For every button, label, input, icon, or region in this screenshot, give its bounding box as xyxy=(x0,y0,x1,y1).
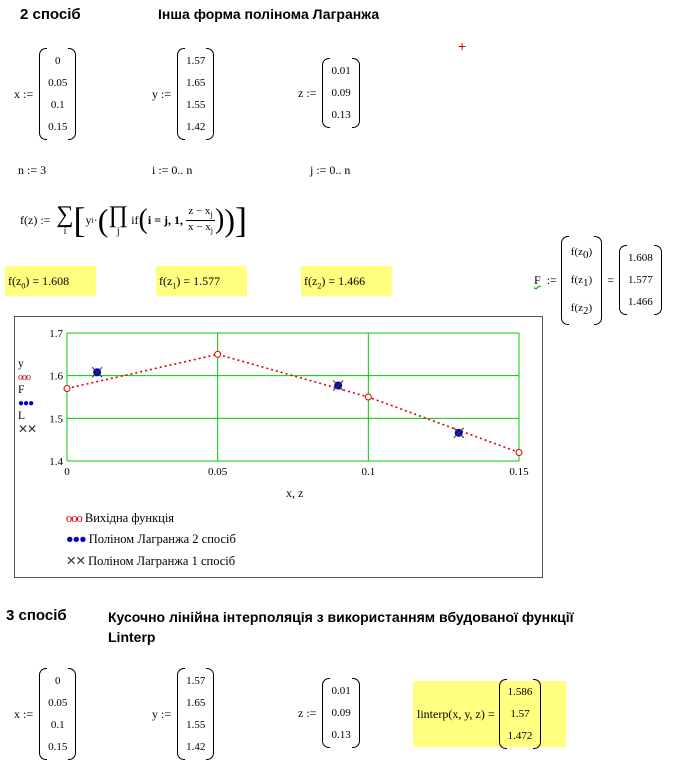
if-paren-open: ( xyxy=(138,204,148,235)
z-vector-matrix xyxy=(322,678,359,748)
matrix-cell: 0.1 xyxy=(50,719,65,731)
method3-subtitle xyxy=(108,607,574,647)
numerator-sub: j xyxy=(210,210,213,220)
method2-subtitle: Інша форма полінома Лагранжа xyxy=(158,6,380,22)
denominator-sub: j xyxy=(210,225,213,235)
y-axis-label-F: F xyxy=(18,384,25,396)
matrix-cell: 1.577 xyxy=(627,274,653,287)
matrix-cell: 0 xyxy=(54,55,61,67)
legend-item-lagrange2 xyxy=(66,532,236,547)
y-axis-label-L: L xyxy=(18,410,26,422)
y-vector xyxy=(152,48,214,140)
j-definition: j := 0.. n xyxy=(310,163,351,177)
F-result-matrix xyxy=(619,245,662,315)
legend-sample-lagrange1: ✕✕ xyxy=(66,554,85,568)
result-sub: 0 xyxy=(21,281,26,291)
matrix-cell: 0.13 xyxy=(331,109,351,121)
matrix-cell: 0.09 xyxy=(331,87,351,99)
y-axis-sample-F: ●●● xyxy=(18,398,34,409)
paren-close: ) xyxy=(224,202,235,238)
data-point-source xyxy=(516,449,522,455)
y-tick-label: 1.6 xyxy=(49,370,63,383)
interpolation-chart xyxy=(14,316,541,516)
z-vector-label: z := xyxy=(298,85,317,100)
linterp-matrix xyxy=(499,679,542,749)
legend-sample-source: ооо xyxy=(66,511,82,525)
series-line xyxy=(67,354,519,452)
y-tick-label: 1.5 xyxy=(49,413,63,426)
F-equals: = xyxy=(607,272,614,287)
result-lhs: f(z xyxy=(159,274,173,288)
matrix-cell: 1.65 xyxy=(186,697,206,709)
F-lhs-matrix xyxy=(561,236,602,325)
data-point-source xyxy=(64,385,70,391)
z-vector-2 xyxy=(298,678,360,748)
y-axis-label-y: y xyxy=(18,358,24,370)
data-point-source xyxy=(365,394,371,400)
matrix-cell: 0.09 xyxy=(331,707,351,719)
F-label: F xyxy=(534,272,541,287)
lagrange-formula: f(z) := ∑ i [ y i · ( ∏ j if ( i = j, 1, $z - x_j$ $x - x_j$ ) ) ] xyxy=(20,200,247,240)
x-vector-2 xyxy=(14,668,76,760)
F-vector: F := f(z0) f(z1) f(z2) = 1.608 1.577 1.466 xyxy=(534,236,662,325)
matrix-cell: 0.05 xyxy=(48,77,68,89)
x-vector-label: x := xyxy=(14,86,34,101)
result-rhs: ) = 1.608 xyxy=(25,274,70,288)
result-lhs: f(z xyxy=(8,274,22,288)
y-vector-2 xyxy=(152,668,214,760)
result-f-z2 xyxy=(301,266,392,296)
y-axis-labels xyxy=(18,358,36,436)
matrix-cell: 1.42 xyxy=(186,121,206,133)
result-rhs: ) = 1.577 xyxy=(176,274,221,288)
z-vector-matrix xyxy=(322,58,359,128)
x-vector xyxy=(14,48,76,140)
legend-label-lagrange2: Поліном Лагранжа 2 спосіб xyxy=(88,532,236,546)
result-f-z1 xyxy=(156,266,247,296)
i-definition: i := 0.. n xyxy=(152,163,193,177)
matrix-cell: 1.472 xyxy=(507,730,533,742)
result-lhs: f(z xyxy=(304,274,318,288)
y-vector-matrix xyxy=(177,48,214,140)
data-point-source xyxy=(215,351,221,357)
y-vector-label: y := xyxy=(152,86,172,101)
formula-lhs: f(z) := xyxy=(20,212,51,227)
matrix-cell: 1.42 xyxy=(186,741,206,753)
legend-sample-lagrange2: ●●● xyxy=(66,532,86,546)
x-tick-label: 0.1 xyxy=(361,466,376,478)
y-tick-label: 1.7 xyxy=(49,328,63,340)
matrix-cell: 1.608 xyxy=(627,252,653,265)
matrix-cell: 1.586 xyxy=(507,686,533,698)
if-paren-close: ) xyxy=(214,204,225,235)
matrix-cell: f(z2) xyxy=(570,302,593,318)
matrix-cell: 0.13 xyxy=(331,729,351,741)
method3-subtitle-line2: Linterp xyxy=(108,629,156,645)
x-tick-label: 0.05 xyxy=(208,466,228,478)
z-vector-label: z := xyxy=(298,705,317,720)
product-operator xyxy=(108,201,129,237)
linterp-lhs: linterp(x, y, z) = xyxy=(417,706,495,721)
matrix-cell: 0.15 xyxy=(48,121,68,133)
y-vector-matrix xyxy=(177,668,214,760)
x-vector-matrix xyxy=(39,668,76,760)
matrix-cell: 0.05 xyxy=(48,697,68,709)
matrix-cell: 0.01 xyxy=(331,685,351,697)
product-symbol: ∏ xyxy=(108,201,129,228)
bracket-open: [ xyxy=(73,200,86,240)
x-vector-label: x := xyxy=(14,706,34,721)
matrix-cell: 1.57 xyxy=(186,675,206,687)
fraction-numerator: z − x xyxy=(188,205,211,218)
y-tick-label: 1.4 xyxy=(49,456,63,468)
legend-item-source xyxy=(66,511,174,526)
method3-subtitle-line1: Кусочно лінійна інтерполяція з використанням вбудованої функції xyxy=(108,609,574,625)
formula-if: if xyxy=(131,212,139,227)
matrix-cell: 0 xyxy=(54,675,61,687)
sum-symbol: ∑ xyxy=(56,201,74,228)
linterp-result xyxy=(413,681,566,747)
paren-open: ( xyxy=(97,202,109,238)
red-plus-marker: + xyxy=(458,38,467,54)
sum-index: i xyxy=(63,225,67,237)
formula-y: y xyxy=(85,212,92,227)
legend-item-lagrange1 xyxy=(66,553,235,569)
result-sub: 2 xyxy=(317,281,322,291)
matrix-cell: 0.1 xyxy=(50,99,65,111)
formula-y-sub: i xyxy=(91,215,94,225)
matrix-cell: 1.55 xyxy=(186,719,206,731)
method3-heading: 3 спосіб xyxy=(6,607,67,624)
formula-fraction xyxy=(186,205,215,234)
fraction-denominator: x − x xyxy=(188,220,211,233)
x-vector-matrix xyxy=(39,48,76,140)
x-tick-label: 0 xyxy=(64,466,70,478)
y-vector-label: y := xyxy=(152,706,172,721)
n-definition: n := 3 xyxy=(18,163,47,177)
bracket-close: ] xyxy=(234,200,247,240)
matrix-cell: 1.57 xyxy=(186,55,206,67)
matrix-cell: 0.15 xyxy=(48,741,68,753)
matrix-cell: 1.65 xyxy=(186,77,206,89)
x-tick-label: 0.15 xyxy=(509,466,529,478)
result-sub: 1 xyxy=(172,281,177,291)
y-axis-sample-y: ооо xyxy=(18,372,30,383)
legend-label-lagrange1: Поліном Лагранжа 1 спосіб xyxy=(88,554,236,568)
matrix-cell: 1.57 xyxy=(510,708,530,720)
matrix-cell: 1.466 xyxy=(627,296,653,309)
matrix-cell: 0.01 xyxy=(331,65,351,77)
method2-heading: 2 спосіб xyxy=(20,6,81,23)
z-vector xyxy=(298,58,360,128)
y-axis-sample-L: ✕✕ xyxy=(18,422,37,436)
result-rhs: ) = 1.466 xyxy=(321,274,366,288)
matrix-cell: f(z0) xyxy=(570,246,593,262)
matrix-cell: f(z1) xyxy=(570,274,593,290)
sum-operator xyxy=(56,201,74,237)
result-f-z0 xyxy=(5,266,96,296)
product-index: j xyxy=(116,225,120,237)
legend-label-source: Вихідна функція xyxy=(84,511,175,525)
matrix-cell: 1.55 xyxy=(186,99,206,111)
x-axis-label: x, z xyxy=(286,486,304,500)
formula-condition: i = j, 1, xyxy=(147,212,184,227)
